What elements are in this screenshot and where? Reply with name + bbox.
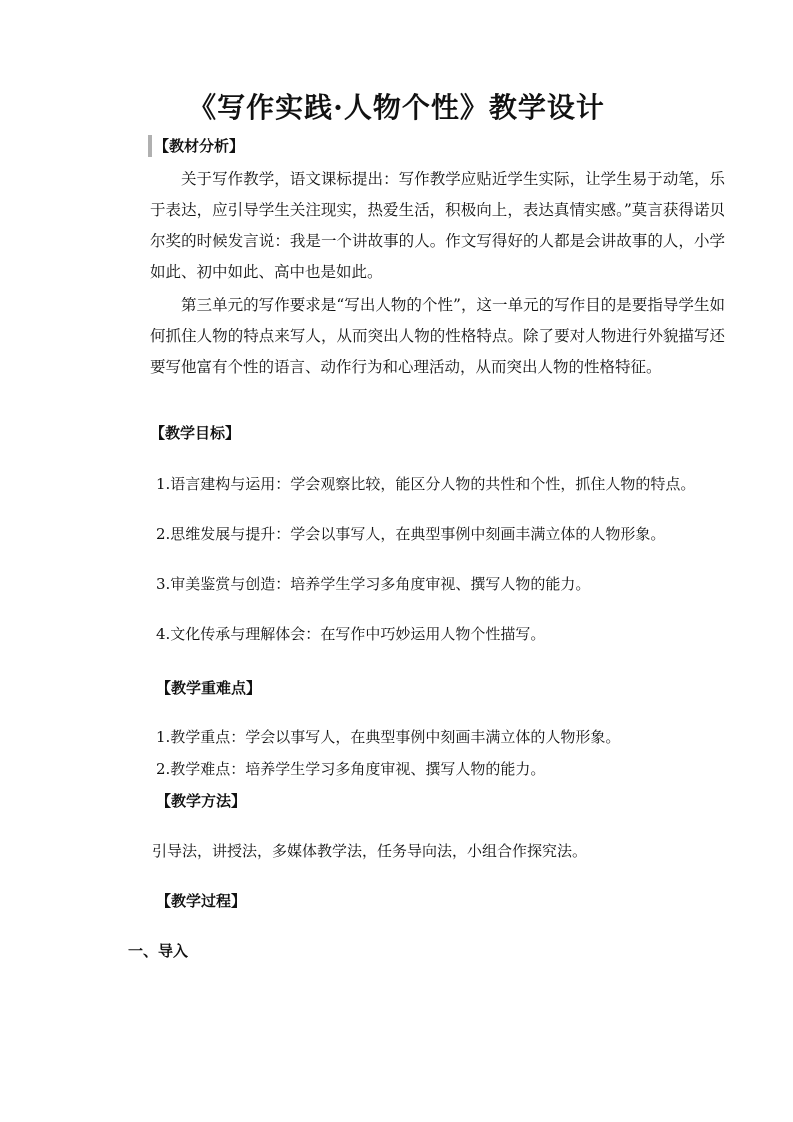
goal-item-4: 4.文化传承与理解体会：在写作中巧妙运用人物个性描写。 xyxy=(156,625,546,643)
heading-process: 【教学过程】 xyxy=(156,892,247,910)
goal-item-1: 1.语言建构与运用：学会观察比较，能区分人物的共性和个性，抓住人物的特点。 xyxy=(156,475,696,493)
goal-item-2: 2.思维发展与提升：学会以事写人，在典型事例中刻画丰满立体的人物形象。 xyxy=(156,525,666,543)
heading-key-points: 【教学重难点】 xyxy=(156,679,262,697)
methods-text: 引导法，讲授法，多媒体教学法，任务导向法，小组合作探究法。 xyxy=(152,842,588,860)
heading-teaching-goals: 【教学目标】 xyxy=(150,424,241,442)
key-point-item-1: 1.教学重点：学会以事写人，在典型事例中刻画丰满立体的人物形象。 xyxy=(156,728,621,746)
goal-item-3: 3.审美鉴赏与创造：培养学生学习多角度审视、撰写人物的能力。 xyxy=(156,575,591,593)
document-title: 《写作实践·人物个性》教学设计 xyxy=(188,91,605,124)
heading-methods: 【教学方法】 xyxy=(156,792,247,810)
process-step-intro: 一、导入 xyxy=(128,942,189,960)
paragraph-material-analysis-2: 第三单元的写作要求是“写出人物的个性”，这一单元的写作目的是要指导学生如何抓住人物的特点来写人，从而突出人物的性格特点。除了要对人物进行外貌描写还要写他富有个性的语言、动作行为和心理活动，从而突出人物的性格特征。 xyxy=(150,296,725,376)
heading-material-analysis: 【教材分析】 xyxy=(148,135,244,157)
paragraph-material-analysis-1: 关于写作教学，语文课标提出：写作教学应贴近学生实际，让学生易于动笔，乐于表达，应引导学生关注现实，热爱生活，积极向上，表达真情实感。”莫言获得诺贝尔奖的时候发言说：我是一个讲故事的人。作文写得好的人都是会讲故事的人，小学如此、初中如此、高中也是如此。 xyxy=(150,170,725,281)
key-point-item-2: 2.教学难点：培养学生学习多角度审视、撰写人物的能力。 xyxy=(156,760,546,778)
